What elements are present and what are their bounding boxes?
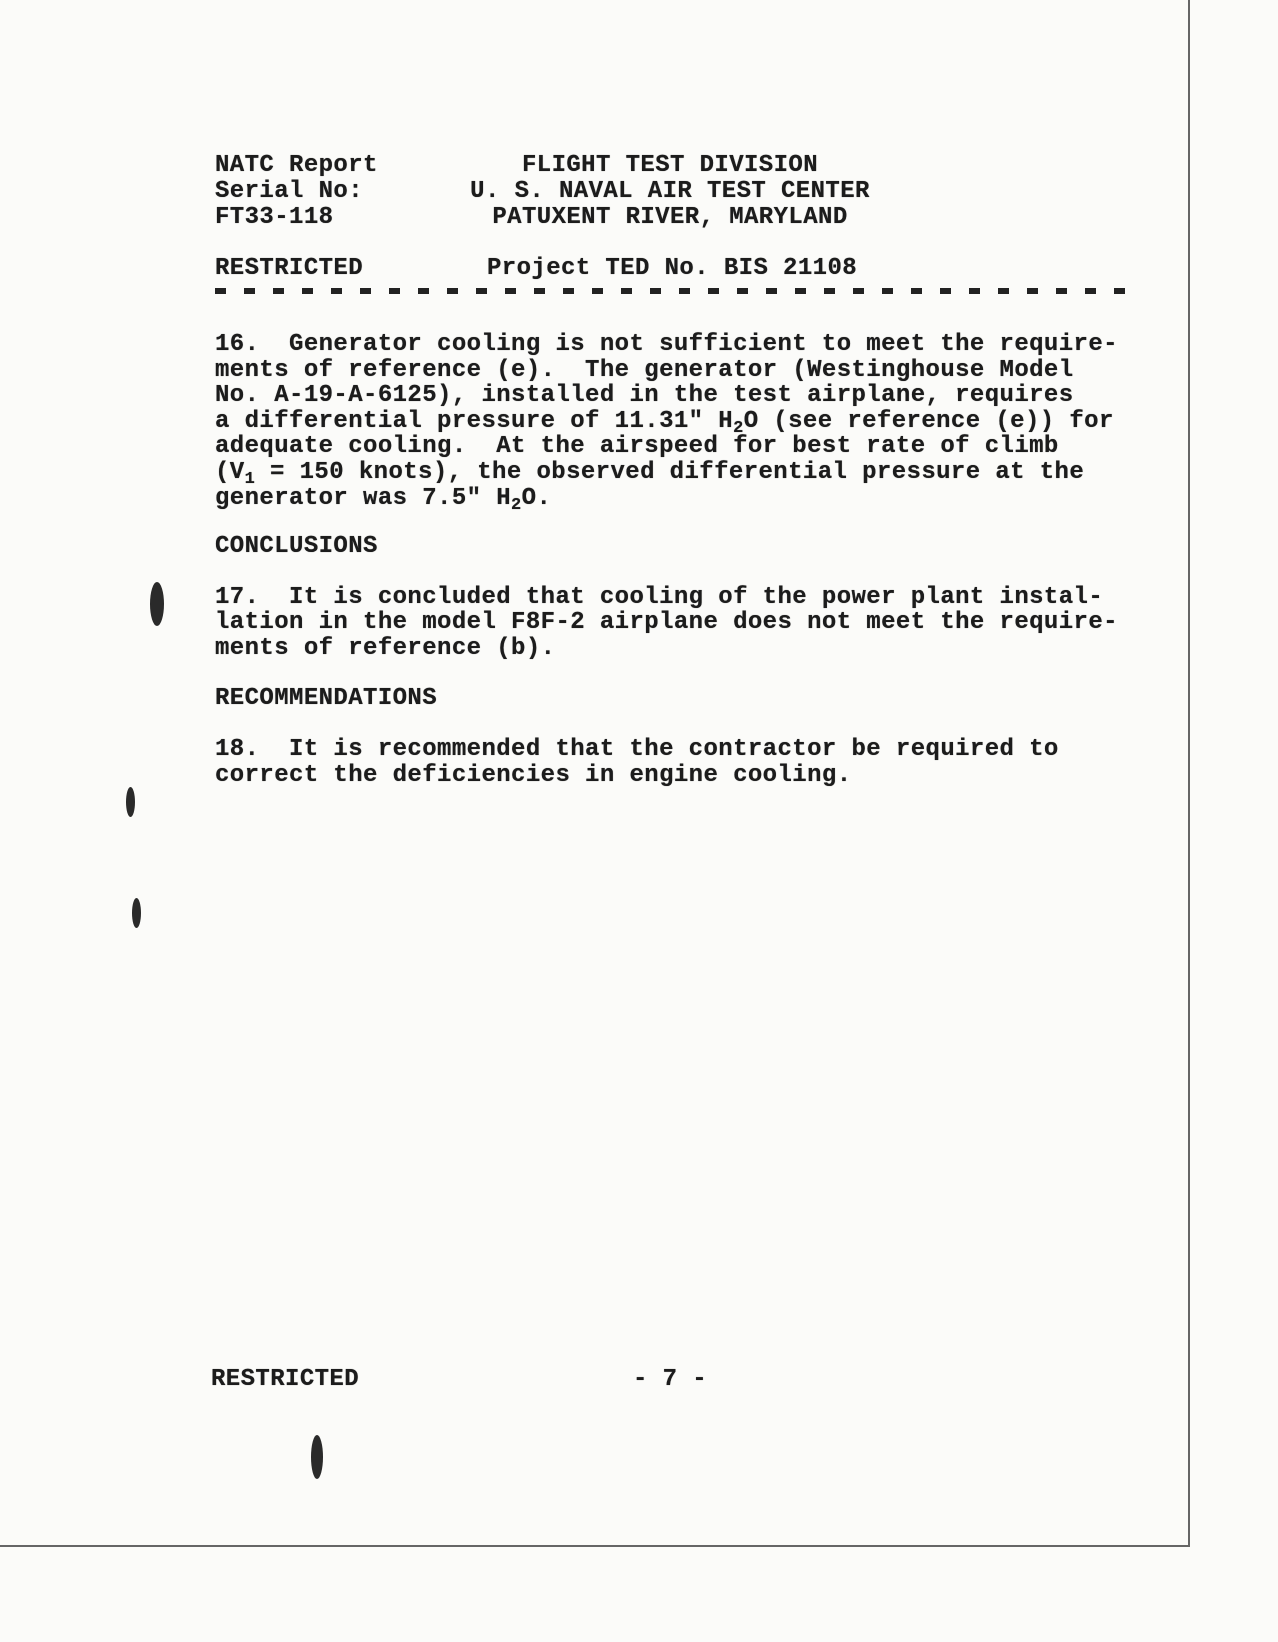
text-line: lation in the model F8F-2 airplane does not meet the require- — [215, 609, 1118, 636]
text: a differential pressure of 11.31" H — [215, 408, 734, 435]
center-name: U. S. NAVAL AIR TEST CENTER — [470, 178, 870, 205]
text-line: adequate cooling. At the airspeed for best rate of climb — [215, 433, 1059, 460]
punch-hole-mark — [126, 787, 135, 817]
text: O (see reference (e)) for — [743, 408, 1114, 435]
text-line: No. A-19-A-6125), installed in the test airplane, requires — [215, 382, 1074, 409]
text: O. — [521, 485, 552, 512]
text-line: 17. It is concluded that cooling of the power plant instal- — [215, 584, 1104, 611]
project-number: Project TED No. BIS 21108 — [487, 255, 858, 282]
subscript: 2 — [511, 496, 522, 515]
subscript: 2 — [733, 419, 744, 438]
page-number: - 7 - — [633, 1366, 708, 1393]
report-id-line-3: FT33-118 — [215, 204, 334, 231]
classification-top: RESTRICTED — [215, 255, 364, 282]
text-line — [215, 408, 1114, 438]
text-line — [215, 485, 552, 515]
text: = 150 knots), the observed differential pressure at the — [255, 459, 1085, 486]
subscript: 1 — [244, 470, 256, 489]
punch-hole-mark — [311, 1435, 323, 1479]
classification-bottom: RESTRICTED — [211, 1366, 360, 1393]
text: (V — [215, 459, 245, 486]
text-line: ments of reference (e). The generator (Westinghouse Model — [215, 357, 1074, 384]
punch-hole-mark — [150, 582, 164, 626]
conclusions-heading: CONCLUSIONS — [215, 533, 378, 560]
page-bottom-edge — [0, 1545, 1190, 1547]
dashed-separator — [215, 288, 1140, 294]
report-id-line-1: NATC Report — [215, 152, 378, 179]
division-title: FLIGHT TEST DIVISION — [521, 152, 819, 179]
page-right-edge — [1188, 0, 1190, 1545]
report-id-line-2: Serial No: — [215, 178, 364, 205]
text-line: correct the deficiencies in engine cooling. — [215, 762, 852, 789]
location: PATUXENT RIVER, MARYLAND — [492, 204, 848, 231]
text-line: 18. It is recommended that the contractor be required to — [215, 736, 1059, 763]
punch-hole-mark — [132, 898, 141, 928]
recommendations-heading: RECOMMENDATIONS — [215, 685, 438, 712]
text-line: 16. Generator cooling is not sufficient to meet the require- — [215, 331, 1118, 358]
text-line: ments of reference (b). — [215, 635, 556, 662]
text-line — [215, 459, 1085, 489]
text: generator was 7.5" H — [215, 485, 512, 512]
